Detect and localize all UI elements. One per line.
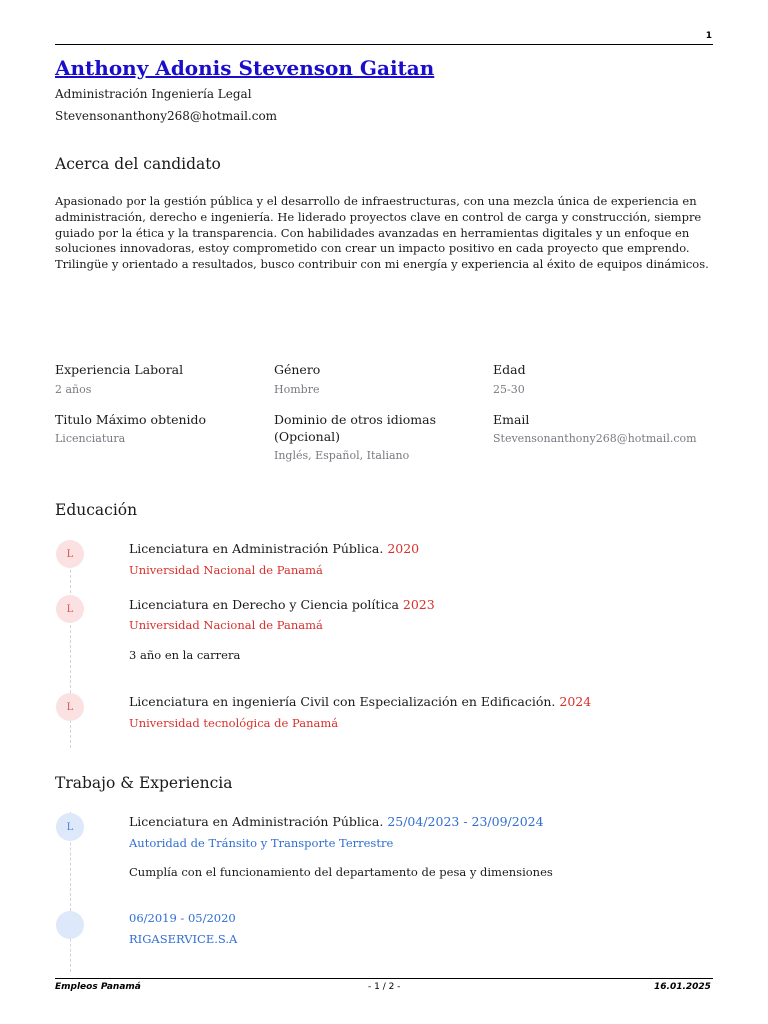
work-position: Licenciatura en Administración Pública.: [129, 814, 384, 829]
detail-label-languages: Dominio de otros idiomas (Opcional): [274, 412, 436, 444]
education-institution: Universidad Nacional de Panamá: [129, 563, 323, 577]
candidate-name-link[interactable]: Anthony Adonis Stevenson Gaitan: [55, 56, 435, 80]
about-heading: Acerca del candidato: [55, 155, 221, 173]
education-degree: Licenciatura en Administración Pública.: [129, 541, 384, 556]
education-badge: L: [56, 693, 84, 721]
work-dates: 25/04/2023 - 23/09/2024: [387, 814, 544, 829]
work-company: Autoridad de Tránsito y Transporte Terrestre: [129, 836, 394, 850]
education-degree: Licenciatura en ingeniería Civil con Especialización en Edificación.: [129, 694, 556, 709]
footer-site: Empleos Panamá: [55, 982, 141, 992]
detail-label-gender: Género: [274, 362, 321, 377]
education-heading: Educación: [55, 501, 138, 519]
footer-date: 16.01.2025: [654, 982, 711, 992]
detail-label-email: Email: [493, 412, 530, 427]
work-heading: Trabajo & Experiencia: [55, 774, 233, 792]
education-title: [129, 597, 435, 612]
detail-value-age: 25-30: [493, 383, 525, 396]
candidate-email: Stevensonanthony268@hotmail.com: [55, 109, 278, 123]
footer-pagination: - 1 / 2 -: [368, 982, 401, 992]
education-badge: L: [56, 595, 84, 623]
bottom-divider: [55, 978, 713, 979]
work-company: RIGASERVICE.S.A: [129, 932, 238, 946]
about-text: Apasionado por la gestión pública y el desarrollo de infraestructuras, con una mezcla única de experiencia en administración, derecho e ingeniería. He liderado proyectos clave en control de carga y construcción, siempre guiado por la ética y la transparencia. Con habilidades avanzadas en herramientas digitales y un enfoque en soluciones innovadoras, estoy comprometido con crear un impacto positivo en cada proyecto que emprendo. Trilingüe y orientado a resultados, busco contribuir con mi energía y experiencia al éxito de equipos dinámicos.: [55, 194, 709, 272]
candidate-profession: Administración Ingeniería Legal: [55, 87, 252, 101]
education-degree: Licenciatura en Derecho y Ciencia política: [129, 597, 399, 612]
detail-value-degree: Licenciatura: [55, 432, 126, 445]
detail-label-experience: Experiencia Laboral: [55, 362, 184, 377]
work-badge: [56, 911, 84, 939]
work-title: [129, 814, 544, 829]
education-title: [129, 541, 419, 556]
top-divider: [55, 44, 713, 45]
education-year: 2020: [387, 541, 420, 556]
education-year: 2024: [559, 694, 592, 709]
work-description: Cumplía con el funcionamiento del departamento de pesa y dimensiones: [129, 865, 553, 879]
detail-value-email: Stevensonanthony268@hotmail.com: [493, 432, 697, 445]
education-institution: Universidad Nacional de Panamá: [129, 618, 323, 632]
work-badge: L: [56, 813, 84, 841]
detail-label-degree: Titulo Máximo obtenido: [55, 412, 207, 427]
education-year: 2023: [402, 597, 435, 612]
work-dates: 06/2019 - 05/2020: [129, 911, 236, 925]
education-badge: L: [56, 540, 84, 568]
detail-value-gender: Hombre: [274, 383, 320, 396]
detail-label-age: Edad: [493, 362, 526, 377]
detail-value-languages: Inglés, Español, Italiano: [274, 449, 410, 462]
education-title: [129, 694, 591, 709]
page-number: 1: [705, 31, 712, 41]
detail-value-experience: 2 años: [55, 383, 92, 396]
education-note: 3 año en la carrera: [129, 648, 241, 662]
education-institution: Universidad tecnológica de Panamá: [129, 716, 339, 730]
